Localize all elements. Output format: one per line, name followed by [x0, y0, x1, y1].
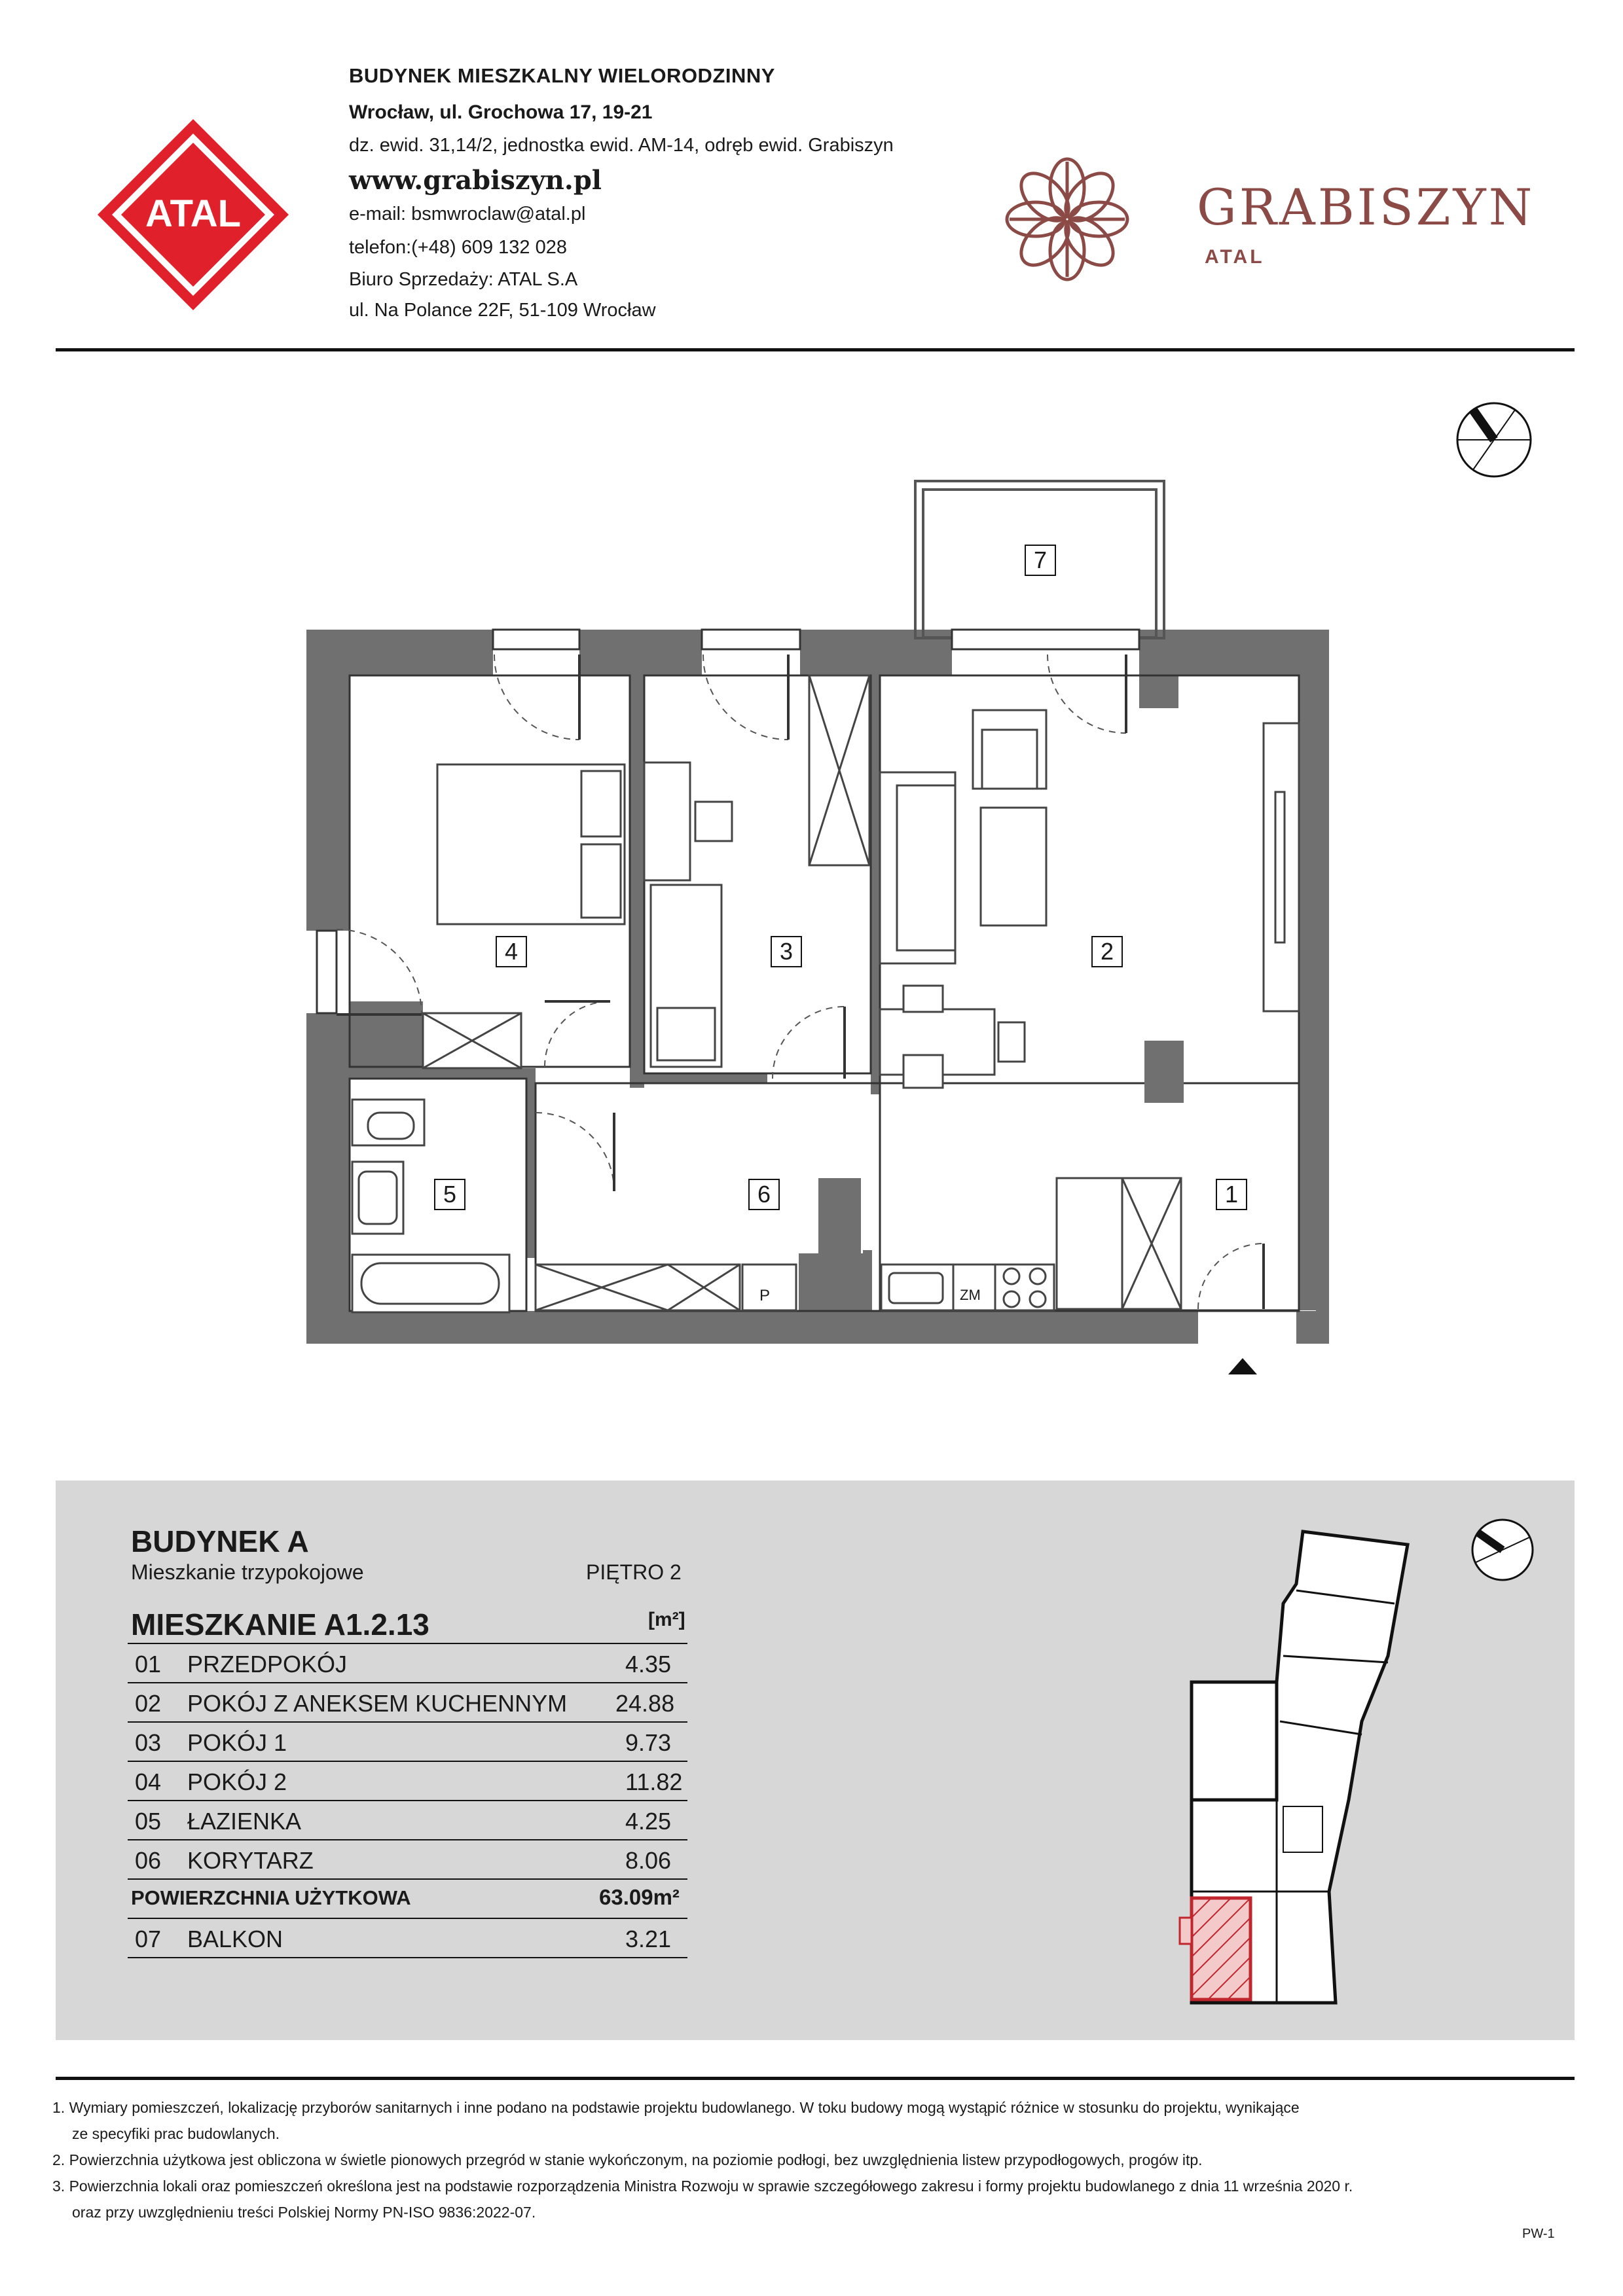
table-row-no: 02: [135, 1690, 162, 1717]
table-row-divider: [128, 1878, 687, 1880]
table-row-no: 06: [135, 1847, 162, 1874]
floor-label: PIĘTRO 2: [586, 1560, 682, 1584]
fixture-label-zm: ZM: [960, 1287, 981, 1303]
room-label-1: 1: [1216, 1179, 1247, 1210]
table-row-divider: [128, 1839, 687, 1840]
phone-number[interactable]: telefon:(+48) 609 132 028: [349, 237, 567, 258]
table-rule: [128, 1643, 687, 1644]
table-row-name: POKÓJ Z ANEKSEM KUCHENNYM: [187, 1690, 568, 1717]
room-label-7: 7: [1025, 545, 1056, 576]
website-link[interactable]: www.grabiszyn.pl: [349, 165, 602, 196]
notes-rule: [56, 2077, 1575, 2080]
fixture-label-p: P: [759, 1287, 771, 1304]
area-unit: [m²]: [648, 1609, 685, 1630]
sales-office-address: ul. Na Polance 22F, 51-109 Wrocław: [349, 300, 656, 321]
atal-logo-text: ATAL: [145, 192, 242, 235]
building-title: BUDYNEK MIESZKALNY WIELORODZINNY: [349, 64, 775, 87]
entrance-arrow-icon: [1228, 1358, 1257, 1374]
grabiszyn-logo-text: GRABISZYN: [1197, 178, 1535, 236]
table-row-name: ŁAZIENKA: [187, 1808, 302, 1835]
room-label-5: 5: [434, 1179, 465, 1210]
room-label-4: 4: [496, 936, 527, 967]
pillar: [1144, 1041, 1184, 1103]
table-row-area: 4.35: [625, 1651, 672, 1677]
table-row-name: KORYTARZ: [187, 1847, 314, 1874]
compass-small-icon: [1470, 1517, 1535, 1583]
table-row-no: 05: [135, 1808, 162, 1835]
table-row-name: BALKON: [187, 1926, 283, 1952]
table-row-divider: [128, 1761, 687, 1762]
room-label-6: 6: [748, 1179, 780, 1210]
table-row-divider: [128, 1918, 687, 1919]
total-area-label: POWIERZCHNIA UŻYTKOWA: [131, 1886, 411, 1909]
table-row-name: PRZEDPOKÓJ: [187, 1651, 348, 1677]
note-1: 1. Wymiary pomieszczeń, lokalizację przyborów sanitarnych i inne podano na podstawie projektu budowlanego. W toku budowy mogą wystąpić różnice w stosunku do projektu, wynikające: [52, 2099, 1300, 2116]
total-area-value: 63.09m²: [599, 1885, 680, 1909]
table-row-divider: [128, 1800, 687, 1801]
table-row-name: POKÓJ 1: [187, 1729, 287, 1756]
key-plan: [1165, 1525, 1440, 2022]
table-row-divider: [128, 1957, 687, 1958]
room-label-2: 2: [1091, 936, 1123, 967]
apartment-type: Mieszkanie trzypokojowe: [131, 1560, 364, 1584]
note-3: 3. Powierzchnia lokali oraz pomieszczeń określona jest na podstawie rozporządzenia Ministra Rozwoju w sprawie szczegółowego zakresu i formy projektu budowlanego z dnia 11 września 2020 r.: [52, 2178, 1353, 2195]
apartment-number: MIESZKANIE A1.2.13: [131, 1607, 429, 1641]
note-1-cont: ze specyfiki prac budowlanych.: [72, 2125, 280, 2142]
table-row-divider: [128, 1721, 687, 1723]
note-2: 2. Powierzchnia użytkowa jest obliczona w świetle pionowych przegród w stanie wykończonym, na poziomie podłogi, bez uwzględnienia listew przypodłogowych, progów itp.: [52, 2151, 1203, 2168]
table-row-no: 03: [135, 1729, 162, 1756]
footer-code: PW-1: [1522, 2227, 1555, 2241]
room-label-3: 3: [771, 936, 802, 967]
sales-office: Biuro Sprzedaży: ATAL S.A: [349, 269, 578, 290]
table-row-no: 07: [135, 1926, 162, 1952]
table-row-name: POKÓJ 2: [187, 1768, 287, 1795]
building-address: Wrocław, ul. Grochowa 17, 19-21: [349, 101, 653, 123]
note-3-cont: oraz przy uwzględnieniu treści Polskiej Normy PN-ISO 9836:2022-07.: [72, 2204, 536, 2221]
table-row-no: 01: [135, 1651, 162, 1677]
table-row-area: 3.21: [625, 1926, 672, 1952]
table-row-area: 9.73: [625, 1729, 672, 1756]
table-row-divider: [128, 1682, 687, 1683]
grabiszyn-logo-subtext: ATAL: [1205, 246, 1265, 268]
table-row-area: 24.88: [615, 1690, 675, 1717]
parcel-info: dz. ewid. 31,14/2, jednostka ewid. AM-14, odręb ewid. Grabiszyn: [349, 135, 894, 156]
building-name: BUDYNEK A: [131, 1524, 309, 1558]
table-row-area: 8.06: [625, 1847, 672, 1874]
table-row-area: 4.25: [625, 1808, 672, 1835]
email-link[interactable]: e-mail: bsmwroclaw@atal.pl: [349, 204, 586, 224]
table-row-no: 04: [135, 1768, 162, 1795]
table-row-area: 11.82: [625, 1768, 683, 1795]
